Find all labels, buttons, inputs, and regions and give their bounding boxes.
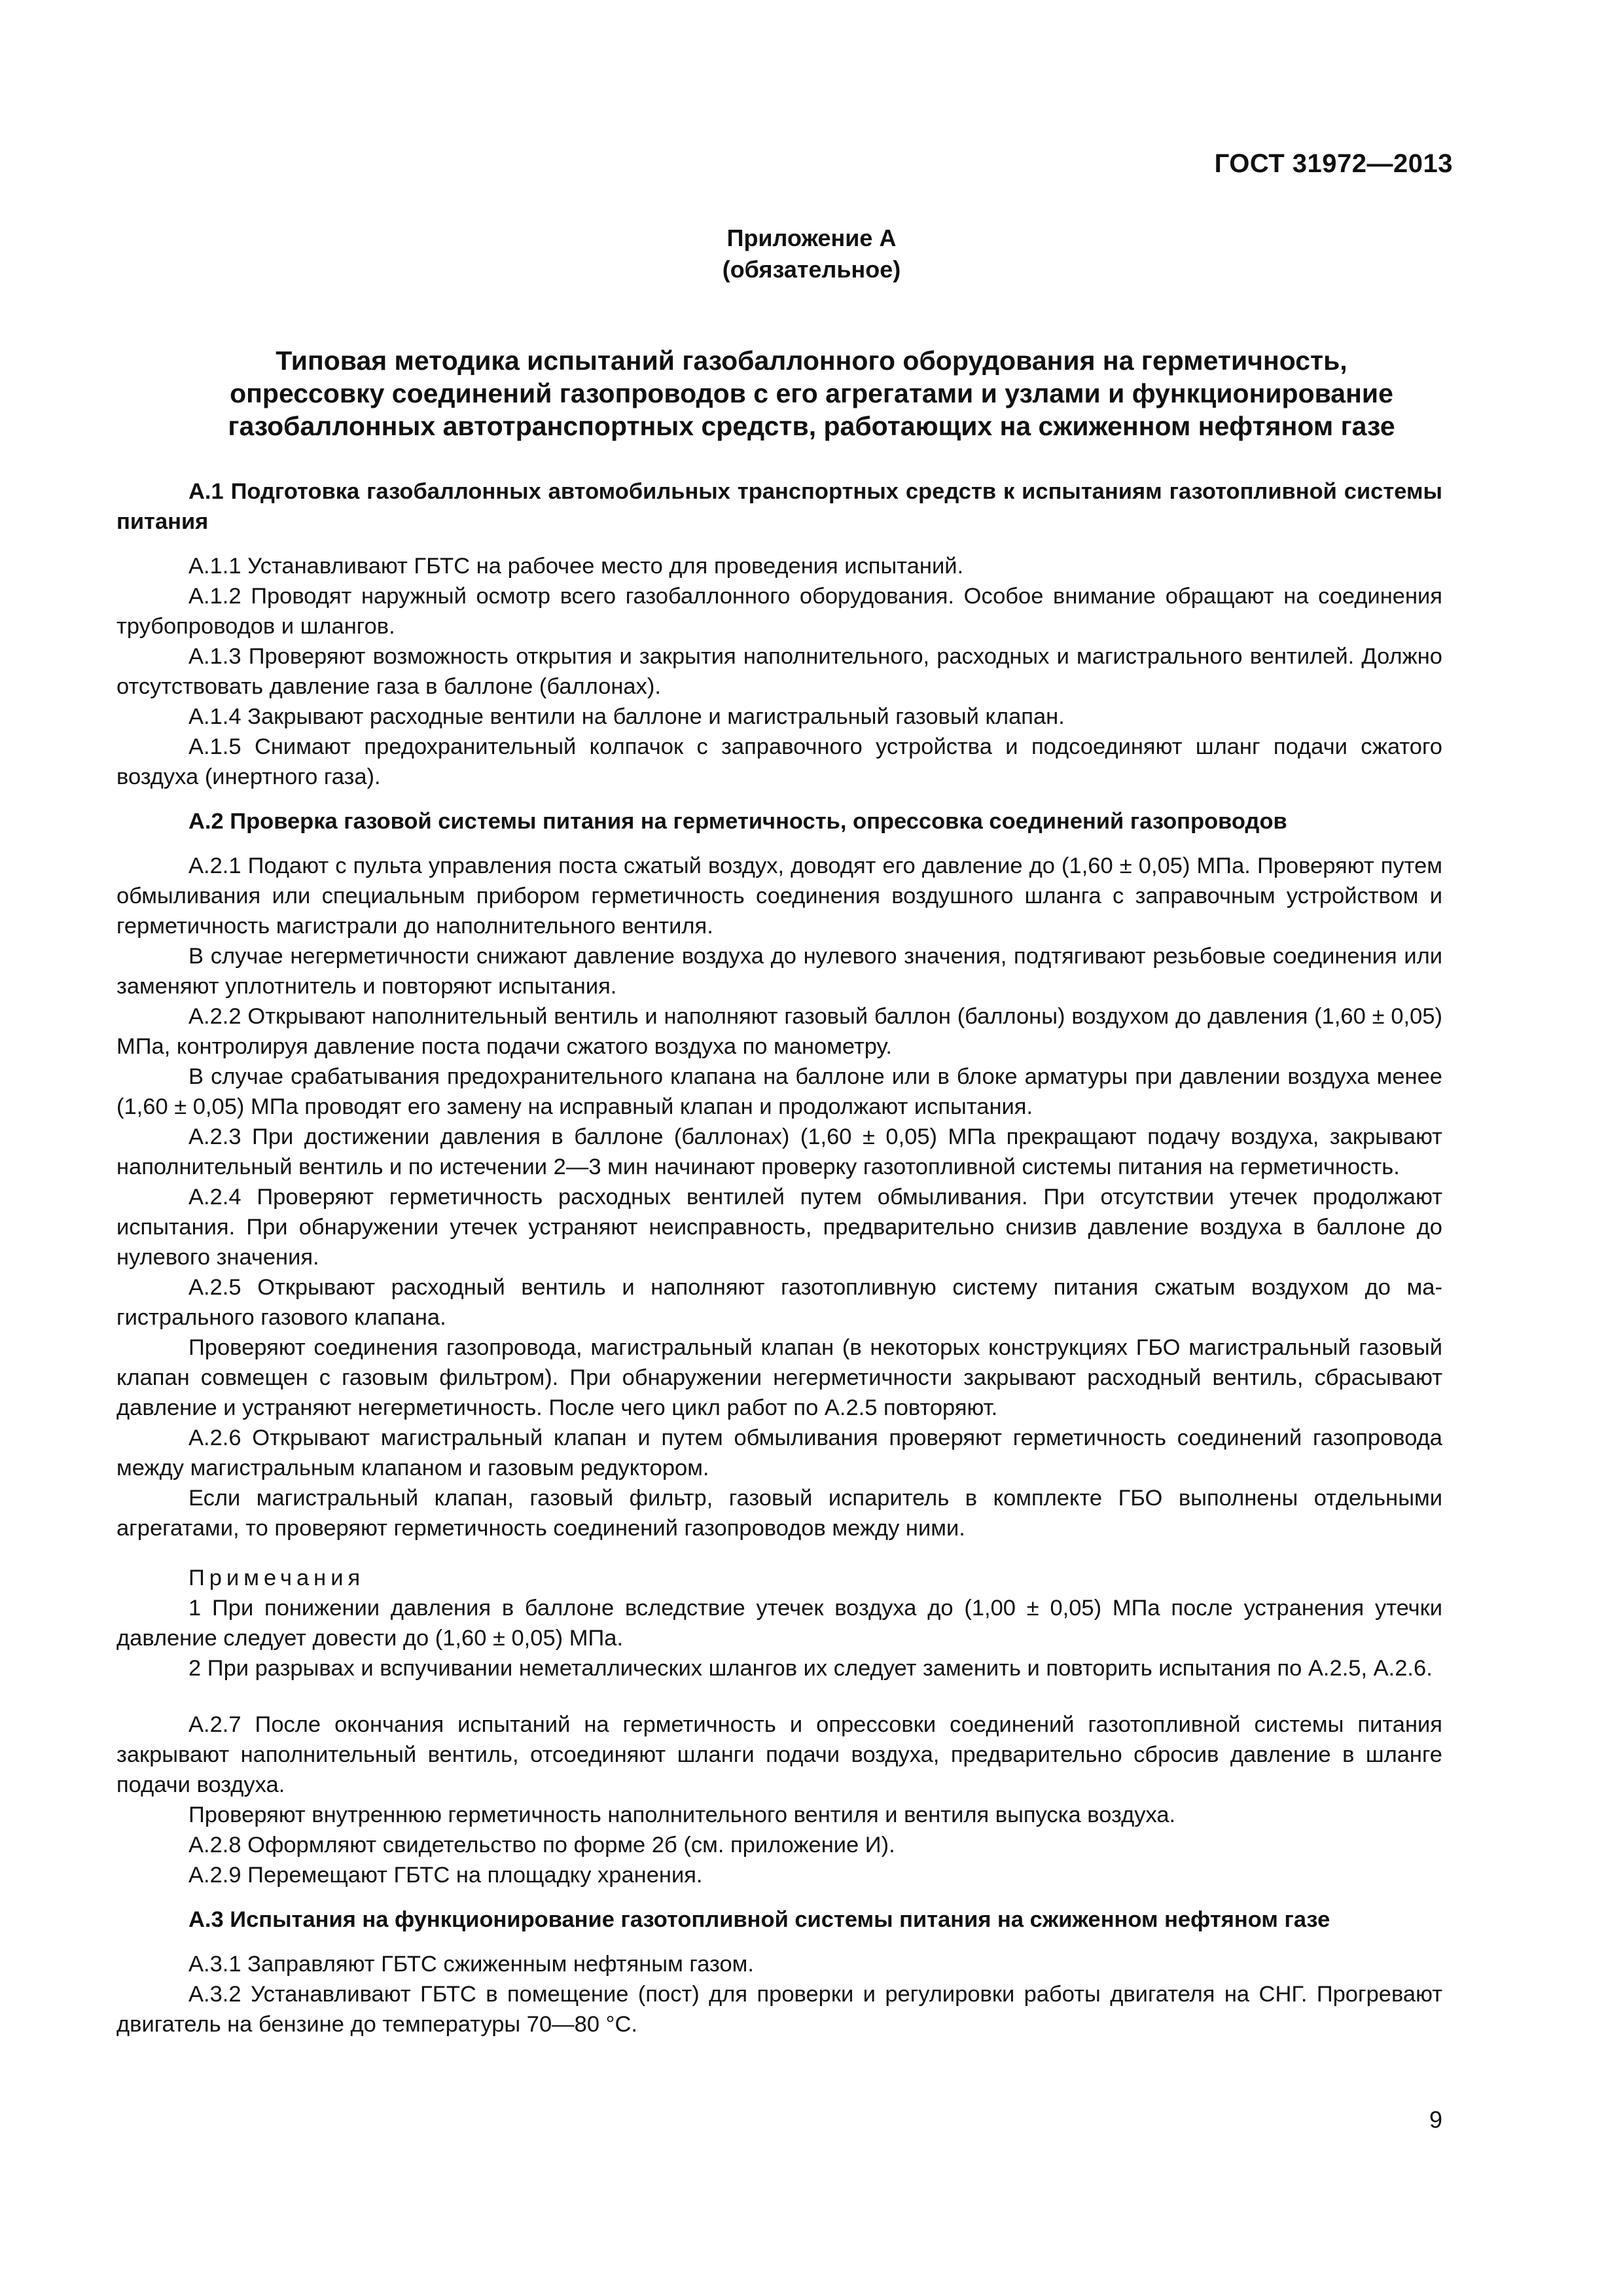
standard-number: ГОСТ 31972—2013	[1214, 149, 1453, 178]
paragraph: А.2.9 Перемещают ГБТС на площадку хранения.	[188, 1863, 703, 1888]
paragraph: В случае срабатывания предохранительного клапана на баллоне или в блоке арматуры при давлении воздуха менее (1,60 ± 0,05) МПа проводят его замену на исправный клапан и продолжают испытания.	[116, 1064, 1442, 1119]
paragraph: А.1.3 Проверяют возможность открытия и закрытия наполнительного, расходных и магистрального вентилей. Должно отсутствовать давление газа в баллоне (баллонах).	[116, 644, 1442, 699]
note: 1 При понижении давления в баллоне вследствие утечек воздуха до (1,00 ± 0,05) МПа после устранения утечки давление следует довести до (1,60 ± 0,05) МПа.	[116, 1596, 1442, 1651]
title-line: опрессовку соединений газопроводов с его агрегатами и узлами и функционирование	[230, 378, 1393, 408]
paragraph: А.1.2 Проводят наружный осмотр всего газобаллонного оборудования. Особое внимание обращают на соединения трубопроводов и шлангов.	[116, 584, 1442, 639]
paragraph: А.2.1 Подают с пульта управления поста сжатый воздух, доводят его давление до (1,60 ± 0,05) МПа. Проверяют путем обмыливания или специальным прибором герметичность соединения воздушного шланга с заправочным устройством и герметичность магистрали до наполнительного вентиля.	[116, 853, 1442, 939]
paragraph: А.1.1 Устанавливают ГБТС на рабочее место для проведения испытаний.	[188, 554, 964, 579]
appendix-block	[0, 223, 1623, 285]
appendix-status: (обязательное)	[722, 256, 901, 283]
section-heading-a2: А.2 Проверка газовой системы питания на герметичность, опрессовка соединений газопроводов	[188, 809, 1287, 834]
paragraph: А.1.5 Снимают предохранительный колпачок с заправочного устройства и подсоединяют шланг подачи сжатого воздуха (инертного газа).	[116, 734, 1442, 789]
paragraph: Проверяют внутреннюю герметичность наполнительного вентиля и вентиля выпуска воздуха.	[188, 1803, 1176, 1827]
paragraph: Проверяют соединения газопровода, магистральный клапан (в некоторых конструкциях ГБО магистральный газовый клапан совмещен с газовым фильтром). При обнаружении негерметичности закрывают расходный вентиль, сбрасывают давление и устраняют негерметичность. После чего цикл работ по А.2.5 повторяют.	[116, 1335, 1442, 1420]
page-number: 9	[1429, 2106, 1442, 2133]
title-line: газобаллонных автотранспортных средств, работающих на сжиженном нефтяном газе	[228, 411, 1395, 441]
section-heading-a3: А.3 Испытания на функционирование газотопливной системы питания на сжиженном нефтяном газе	[188, 1907, 1330, 1932]
section-heading-a1: А.1 Подготовка газобаллонных автомобильных транспортных средств к испытаниям газотопливной системы питания	[116, 479, 1442, 534]
paragraph: А.3.2 Устанавливают ГБТС в помещение (пост) для проверки и регулировки работы двигателя на СНГ. Прогревают двигатель на бензине до температуры 70—80 °С.	[116, 1982, 1442, 2037]
notes-heading: Примечания	[188, 1566, 365, 1590]
appendix-label: Приложение А	[726, 224, 897, 251]
note: 2 При разрывах и вспучивании неметаллических шлангов их следует заменить и повторить испытания по А.2.5, А.2.6.	[188, 1656, 1433, 1681]
document-body	[116, 476, 1442, 2039]
paragraph: В случае негерметичности снижают давление воздуха до нулевого значения, подтягивают резьбовые соединения или заменяют уплотнитель и повторяют испытания.	[116, 944, 1442, 999]
paragraph: А.2.4 Проверяют герметичность расходных вентилей путем обмыливания. При отсутствии утечек продолжают испытания. При обнаружении утечек устраняют неисправность, предварительно снизив давление воздуха в баллоне до нулевого значения.	[116, 1185, 1442, 1270]
document-title	[157, 344, 1466, 442]
paragraph: А.2.6 Открывают магистральный клапан и путем обмыливания проверяют герметичность соединений газопровода между магистральным клапаном и газовым редуктором.	[116, 1426, 1442, 1480]
paragraph: А.2.2 Открывают наполнительный вентиль и наполняют газовый баллон (баллоны) воздухом до давления (1,60 ± 0,05) МПа, контролируя давление поста подачи сжатого воздуха по манометру.	[116, 1004, 1442, 1059]
title-line: Типовая методика испытаний газобаллонного оборудования на герметичность,	[276, 346, 1347, 376]
paragraph: А.3.1 Заправляют ГБТС сжиженным нефтяным газом.	[188, 1952, 754, 1977]
paragraph: А.2.8 Оформляют свидетельство по форме 2б (см. приложение И).	[188, 1833, 895, 1857]
paragraph: А.2.7 После окончания испытаний на герметичность и опрессовки соединений газотопливной системы питания закрывают наполнительный вентиль, отсоединяют шланги подачи воздуха, предварительно сбросив давление в шланге подачи воздуха.	[116, 1712, 1442, 1797]
paragraph: А.2.5 Открывают расходный вентиль и наполняют газотопливную систему питания сжатым воздухом до магистрального газового клапана.	[116, 1275, 1442, 1330]
paragraph: А.1.4 Закрывают расходные вентили на баллоне и магистральный газовый клапан.	[188, 704, 1065, 729]
paragraph: Если магистральный клапан, газовый фильтр, газовый испаритель в комплекте ГБО выполнены отдельными агрегатами, то проверяют герметичность соединений газопроводов между ними.	[116, 1486, 1442, 1541]
paragraph: А.2.3 При достижении давления в баллоне (баллонах) (1,60 ± 0,05) МПа прекращают подачу воздуха, закрывают наполнительный вентиль и по истечении 2—3 мин начинают проверку газотопливной системы питания на герметичность.	[116, 1124, 1442, 1179]
